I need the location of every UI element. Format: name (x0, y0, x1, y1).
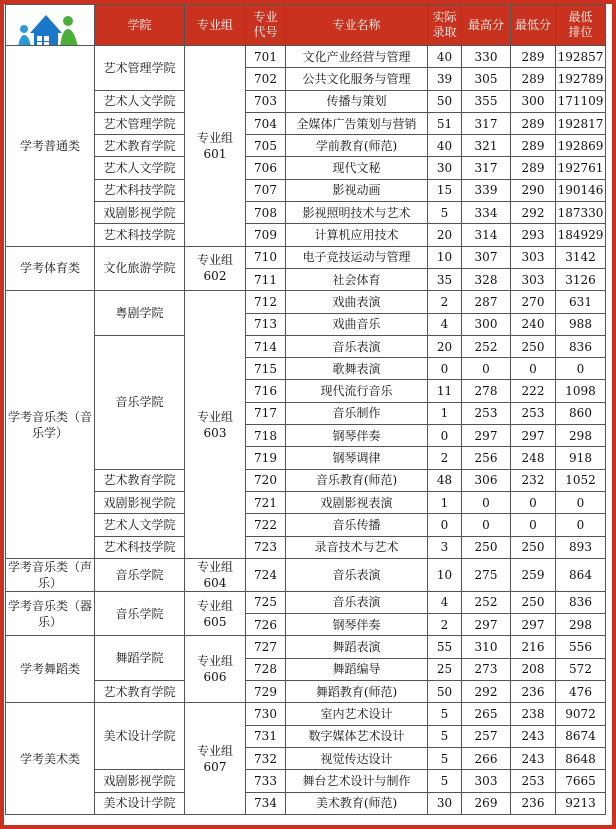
max-score-cell: 330 (462, 46, 511, 68)
max-score-cell: 0 (462, 491, 511, 513)
min-rank-cell: 860 (556, 402, 606, 424)
admission-scores-table (5, 4, 606, 815)
code-cell: 712 (246, 291, 286, 313)
major-name-cell: 钢琴伴奏 (286, 614, 428, 636)
min-score-cell: 240 (511, 313, 556, 335)
min-score-cell: 232 (511, 469, 556, 491)
college-cell: 戏剧影视学院 (95, 491, 185, 513)
college-cell: 美术设计学院 (95, 792, 185, 814)
min-score-cell: 250 (511, 335, 556, 357)
group-number: 602 (203, 269, 227, 284)
admitted-cell: 4 (428, 313, 462, 335)
min-rank-cell: 556 (556, 636, 606, 658)
min-score-cell: 248 (511, 447, 556, 469)
table-row (6, 224, 606, 246)
table-row (6, 179, 606, 201)
admitted-cell: 20 (428, 224, 462, 246)
min-rank-cell: 3142 (556, 246, 606, 268)
header-code: 专业 代号 (246, 5, 286, 46)
max-score-cell: 307 (462, 246, 511, 268)
table-row (6, 636, 606, 658)
major-name-cell: 电子竞技运动与管理 (286, 246, 428, 268)
max-score-cell: 339 (462, 179, 511, 201)
admitted-cell: 39 (428, 68, 462, 90)
admitted-cell: 35 (428, 268, 462, 290)
group-number: 603 (203, 425, 227, 440)
admitted-cell: 10 (428, 558, 462, 591)
code-cell: 718 (246, 425, 286, 447)
major-name-cell: 舞台艺术设计与制作 (286, 770, 428, 792)
table-row (6, 536, 606, 558)
max-score-cell: 278 (462, 380, 511, 402)
min-rank-cell: 3126 (556, 268, 606, 290)
min-score-cell: 208 (511, 658, 556, 680)
admitted-cell: 40 (428, 135, 462, 157)
group-cell (185, 703, 246, 814)
min-rank-cell: 836 (556, 335, 606, 357)
admitted-cell: 55 (428, 636, 462, 658)
code-cell: 717 (246, 402, 286, 424)
min-score-cell: 236 (511, 792, 556, 814)
min-rank-cell: 192857 (556, 46, 606, 68)
admitted-cell: 0 (428, 514, 462, 536)
code-cell: 708 (246, 202, 286, 224)
admitted-cell: 20 (428, 335, 462, 357)
major-name-cell: 音乐传播 (286, 514, 428, 536)
code-cell: 723 (246, 536, 286, 558)
header-group: 专业组 (185, 5, 246, 46)
college-cell: 艺术教育学院 (95, 135, 185, 157)
admitted-cell: 2 (428, 447, 462, 469)
max-score-cell: 287 (462, 291, 511, 313)
major-name-cell: 音乐表演 (286, 335, 428, 357)
min-rank-cell: 8648 (556, 747, 606, 769)
code-cell: 711 (246, 268, 286, 290)
min-score-cell: 250 (511, 591, 556, 613)
table-row (6, 469, 606, 491)
group-cell (185, 558, 246, 591)
major-name-cell: 影视动画 (286, 179, 428, 201)
college-cell: 艺术人文学院 (95, 514, 185, 536)
college-cell: 艺术管理学院 (95, 112, 185, 134)
category-cell: 学考美术类 (6, 703, 95, 814)
min-rank-cell: 1052 (556, 469, 606, 491)
category-cell: 学考音乐类（器乐） (6, 591, 95, 636)
min-rank-cell: 298 (556, 614, 606, 636)
admitted-cell: 10 (428, 246, 462, 268)
min-rank-cell: 8674 (556, 725, 606, 747)
table-row (6, 90, 606, 112)
code-cell: 705 (246, 135, 286, 157)
house-people-logo-icon (10, 7, 90, 46)
max-score-cell: 250 (462, 536, 511, 558)
major-name-cell: 舞蹈表演 (286, 636, 428, 658)
min-score-cell: 259 (511, 558, 556, 591)
group-number: 604 (203, 575, 227, 590)
major-name-cell: 学前教育(师范) (286, 135, 428, 157)
table-row (6, 112, 606, 134)
admitted-cell: 48 (428, 469, 462, 491)
max-score-cell: 355 (462, 90, 511, 112)
table-row (6, 335, 606, 357)
code-cell: 722 (246, 514, 286, 536)
code-cell: 719 (246, 447, 286, 469)
min-rank-cell: 476 (556, 681, 606, 703)
max-score-cell: 334 (462, 202, 511, 224)
min-score-cell: 293 (511, 224, 556, 246)
group-label: 专业组 (196, 253, 233, 268)
major-name-cell: 音乐表演 (286, 591, 428, 613)
min-score-cell: 292 (511, 202, 556, 224)
min-rank-cell: 893 (556, 536, 606, 558)
table-row (6, 703, 606, 725)
table-row (6, 202, 606, 224)
major-name-cell: 传播与策划 (286, 90, 428, 112)
max-score-cell: 317 (462, 157, 511, 179)
code-cell: 727 (246, 636, 286, 658)
group-cell (185, 591, 246, 636)
college-cell: 戏剧影视学院 (95, 202, 185, 224)
group-number: 605 (203, 614, 227, 629)
min-rank-cell: 192789 (556, 68, 606, 90)
min-rank-cell: 298 (556, 425, 606, 447)
min-rank-cell: 864 (556, 558, 606, 591)
major-name-cell: 戏曲音乐 (286, 313, 428, 335)
max-score-cell: 0 (462, 514, 511, 536)
min-score-cell: 289 (511, 157, 556, 179)
college-cell: 艺术教育学院 (95, 469, 185, 491)
code-cell: 730 (246, 703, 286, 725)
admitted-cell: 0 (428, 425, 462, 447)
min-rank-cell: 9213 (556, 792, 606, 814)
header-name: 专业名称 (286, 5, 428, 46)
major-name-cell: 音乐教育(师范) (286, 469, 428, 491)
college-cell: 艺术科技学院 (95, 536, 185, 558)
admitted-cell: 5 (428, 725, 462, 747)
admitted-cell: 1 (428, 402, 462, 424)
admitted-cell: 1 (428, 491, 462, 513)
group-number: 607 (203, 759, 227, 774)
min-score-cell: 297 (511, 425, 556, 447)
major-name-cell: 全媒体广告策划与营销 (286, 112, 428, 134)
code-cell: 714 (246, 335, 286, 357)
header-min-score: 最低分 (511, 5, 556, 46)
min-score-cell: 253 (511, 770, 556, 792)
group-label: 专业组 (196, 409, 233, 424)
max-score-cell: 300 (462, 313, 511, 335)
admitted-cell: 51 (428, 112, 462, 134)
admitted-cell: 5 (428, 703, 462, 725)
min-rank-cell: 631 (556, 291, 606, 313)
major-name-cell: 现代文秘 (286, 157, 428, 179)
max-score-cell: 256 (462, 447, 511, 469)
group-label: 专业组 (196, 598, 233, 613)
max-score-cell: 0 (462, 358, 511, 380)
header-admitted: 实际 录取 (428, 5, 462, 46)
min-score-cell: 290 (511, 179, 556, 201)
major-name-cell: 音乐表演 (286, 558, 428, 591)
table-row (6, 591, 606, 613)
table-row (6, 135, 606, 157)
group-number: 606 (203, 670, 227, 685)
admitted-cell: 15 (428, 179, 462, 201)
college-cell: 艺术人文学院 (95, 90, 185, 112)
admitted-cell: 25 (428, 658, 462, 680)
code-cell: 706 (246, 157, 286, 179)
header-row (6, 5, 606, 46)
table-row (6, 157, 606, 179)
major-name-cell: 数字媒体艺术设计 (286, 725, 428, 747)
max-score-cell: 266 (462, 747, 511, 769)
category-cell: 学考音乐类（声乐） (6, 558, 95, 591)
admitted-cell: 40 (428, 46, 462, 68)
max-score-cell: 253 (462, 402, 511, 424)
major-name-cell: 计算机应用技术 (286, 224, 428, 246)
admitted-cell: 2 (428, 291, 462, 313)
table-body (6, 46, 606, 815)
major-name-cell: 戏曲表演 (286, 291, 428, 313)
min-rank-cell: 0 (556, 358, 606, 380)
min-score-cell: 222 (511, 380, 556, 402)
min-rank-cell: 9072 (556, 703, 606, 725)
table-row (6, 46, 606, 68)
min-score-cell: 0 (511, 514, 556, 536)
admitted-cell: 5 (428, 770, 462, 792)
min-score-cell: 270 (511, 291, 556, 313)
college-cell: 粤剧学院 (95, 291, 185, 336)
min-score-cell: 238 (511, 703, 556, 725)
min-score-cell: 289 (511, 135, 556, 157)
min-rank-cell: 988 (556, 313, 606, 335)
min-rank-cell: 918 (556, 447, 606, 469)
category-cell: 学考体育类 (6, 246, 95, 291)
max-score-cell: 257 (462, 725, 511, 747)
min-score-cell: 300 (511, 90, 556, 112)
code-cell: 709 (246, 224, 286, 246)
max-score-cell: 265 (462, 703, 511, 725)
table-row (6, 681, 606, 703)
min-score-cell: 243 (511, 747, 556, 769)
code-cell: 721 (246, 491, 286, 513)
group-label: 专业组 (196, 654, 233, 669)
major-name-cell: 歌舞表演 (286, 358, 428, 380)
code-cell: 724 (246, 558, 286, 591)
code-cell: 707 (246, 179, 286, 201)
header-min-rank: 最低 排位 (556, 5, 606, 46)
college-cell: 音乐学院 (95, 591, 185, 636)
max-score-cell: 305 (462, 68, 511, 90)
category-cell: 学考音乐类（音乐学） (6, 291, 95, 559)
group-label: 专业组 (196, 743, 233, 758)
min-score-cell: 289 (511, 112, 556, 134)
max-score-cell: 306 (462, 469, 511, 491)
group-label: 专业组 (196, 130, 233, 145)
min-score-cell: 236 (511, 681, 556, 703)
max-score-cell: 310 (462, 636, 511, 658)
code-cell: 733 (246, 770, 286, 792)
admitted-cell: 2 (428, 614, 462, 636)
table-row (6, 491, 606, 513)
min-score-cell: 289 (511, 68, 556, 90)
code-cell: 732 (246, 747, 286, 769)
max-score-cell: 275 (462, 558, 511, 591)
code-cell: 710 (246, 246, 286, 268)
code-cell: 716 (246, 380, 286, 402)
table-row (6, 558, 606, 591)
min-rank-cell: 192869 (556, 135, 606, 157)
min-rank-cell: 187330 (556, 202, 606, 224)
admitted-cell: 3 (428, 536, 462, 558)
min-score-cell: 216 (511, 636, 556, 658)
min-score-cell: 303 (511, 246, 556, 268)
group-cell (185, 636, 246, 703)
code-cell: 702 (246, 68, 286, 90)
max-score-cell: 292 (462, 681, 511, 703)
admitted-cell: 11 (428, 380, 462, 402)
min-rank-cell: 192817 (556, 112, 606, 134)
code-cell: 713 (246, 313, 286, 335)
min-rank-cell: 171109 (556, 90, 606, 112)
min-score-cell: 250 (511, 536, 556, 558)
major-name-cell: 室内艺术设计 (286, 703, 428, 725)
category-cell: 学考普通类 (6, 46, 95, 247)
min-rank-cell: 184929 (556, 224, 606, 246)
college-cell: 舞蹈学院 (95, 636, 185, 681)
major-name-cell: 社会体育 (286, 268, 428, 290)
code-cell: 725 (246, 591, 286, 613)
code-cell: 703 (246, 90, 286, 112)
admitted-cell: 5 (428, 747, 462, 769)
code-cell: 734 (246, 792, 286, 814)
college-cell: 艺术科技学院 (95, 179, 185, 201)
min-rank-cell: 1098 (556, 380, 606, 402)
header-max-score: 最高分 (462, 5, 511, 46)
major-name-cell: 钢琴调律 (286, 447, 428, 469)
table-row (6, 246, 606, 268)
admitted-cell: 0 (428, 358, 462, 380)
min-rank-cell: 0 (556, 491, 606, 513)
major-name-cell: 文化产业经营与管理 (286, 46, 428, 68)
major-name-cell: 现代流行音乐 (286, 380, 428, 402)
admitted-cell: 4 (428, 591, 462, 613)
major-name-cell: 舞蹈教育(师范) (286, 681, 428, 703)
major-name-cell: 戏剧影视表演 (286, 491, 428, 513)
college-cell: 音乐学院 (95, 335, 185, 469)
min-score-cell: 289 (511, 46, 556, 68)
college-cell: 艺术教育学院 (95, 681, 185, 703)
code-cell: 726 (246, 614, 286, 636)
min-rank-cell: 7665 (556, 770, 606, 792)
table-row (6, 514, 606, 536)
group-cell (185, 291, 246, 559)
college-cell: 艺术人文学院 (95, 157, 185, 179)
table-row (6, 291, 606, 313)
major-name-cell: 舞蹈编导 (286, 658, 428, 680)
college-cell: 艺术科技学院 (95, 224, 185, 246)
major-name-cell: 视觉传达设计 (286, 747, 428, 769)
code-cell: 731 (246, 725, 286, 747)
major-name-cell: 钢琴伴奏 (286, 425, 428, 447)
min-score-cell: 0 (511, 358, 556, 380)
code-cell: 728 (246, 658, 286, 680)
min-rank-cell: 190146 (556, 179, 606, 201)
major-name-cell: 美术教育(师范) (286, 792, 428, 814)
min-rank-cell: 572 (556, 658, 606, 680)
max-score-cell: 314 (462, 224, 511, 246)
major-name-cell: 公共文化服务与管理 (286, 68, 428, 90)
group-number: 601 (203, 146, 227, 161)
admitted-cell: 50 (428, 90, 462, 112)
code-cell: 720 (246, 469, 286, 491)
max-score-cell: 328 (462, 268, 511, 290)
table-row (6, 770, 606, 792)
max-score-cell: 252 (462, 335, 511, 357)
min-score-cell: 243 (511, 725, 556, 747)
max-score-cell: 321 (462, 135, 511, 157)
major-name-cell: 录音技术与艺术 (286, 536, 428, 558)
table-row (6, 792, 606, 814)
admitted-cell: 50 (428, 681, 462, 703)
major-name-cell: 音乐制作 (286, 402, 428, 424)
code-cell: 715 (246, 358, 286, 380)
college-cell: 戏剧影视学院 (95, 770, 185, 792)
group-label: 专业组 (196, 559, 233, 574)
max-score-cell: 269 (462, 792, 511, 814)
max-score-cell: 252 (462, 591, 511, 613)
min-score-cell: 297 (511, 614, 556, 636)
header-college: 学院 (95, 5, 185, 46)
code-cell: 701 (246, 46, 286, 68)
min-rank-cell: 0 (556, 514, 606, 536)
college-cell: 文化旅游学院 (95, 246, 185, 291)
logo-cell (6, 5, 95, 46)
admitted-cell: 5 (428, 202, 462, 224)
admitted-cell: 30 (428, 792, 462, 814)
min-rank-cell: 192761 (556, 157, 606, 179)
major-name-cell: 影视照明技术与艺术 (286, 202, 428, 224)
min-score-cell: 253 (511, 402, 556, 424)
group-cell (185, 46, 246, 247)
min-score-cell: 0 (511, 491, 556, 513)
college-cell: 美术设计学院 (95, 703, 185, 770)
max-score-cell: 273 (462, 658, 511, 680)
code-cell: 704 (246, 112, 286, 134)
max-score-cell: 303 (462, 770, 511, 792)
max-score-cell: 317 (462, 112, 511, 134)
min-score-cell: 303 (511, 268, 556, 290)
max-score-cell: 297 (462, 614, 511, 636)
category-cell: 学考舞蹈类 (6, 636, 95, 703)
min-rank-cell: 836 (556, 591, 606, 613)
college-cell: 音乐学院 (95, 558, 185, 591)
max-score-cell: 297 (462, 425, 511, 447)
code-cell: 729 (246, 681, 286, 703)
admitted-cell: 30 (428, 157, 462, 179)
group-cell (185, 246, 246, 291)
college-cell: 艺术管理学院 (95, 46, 185, 91)
